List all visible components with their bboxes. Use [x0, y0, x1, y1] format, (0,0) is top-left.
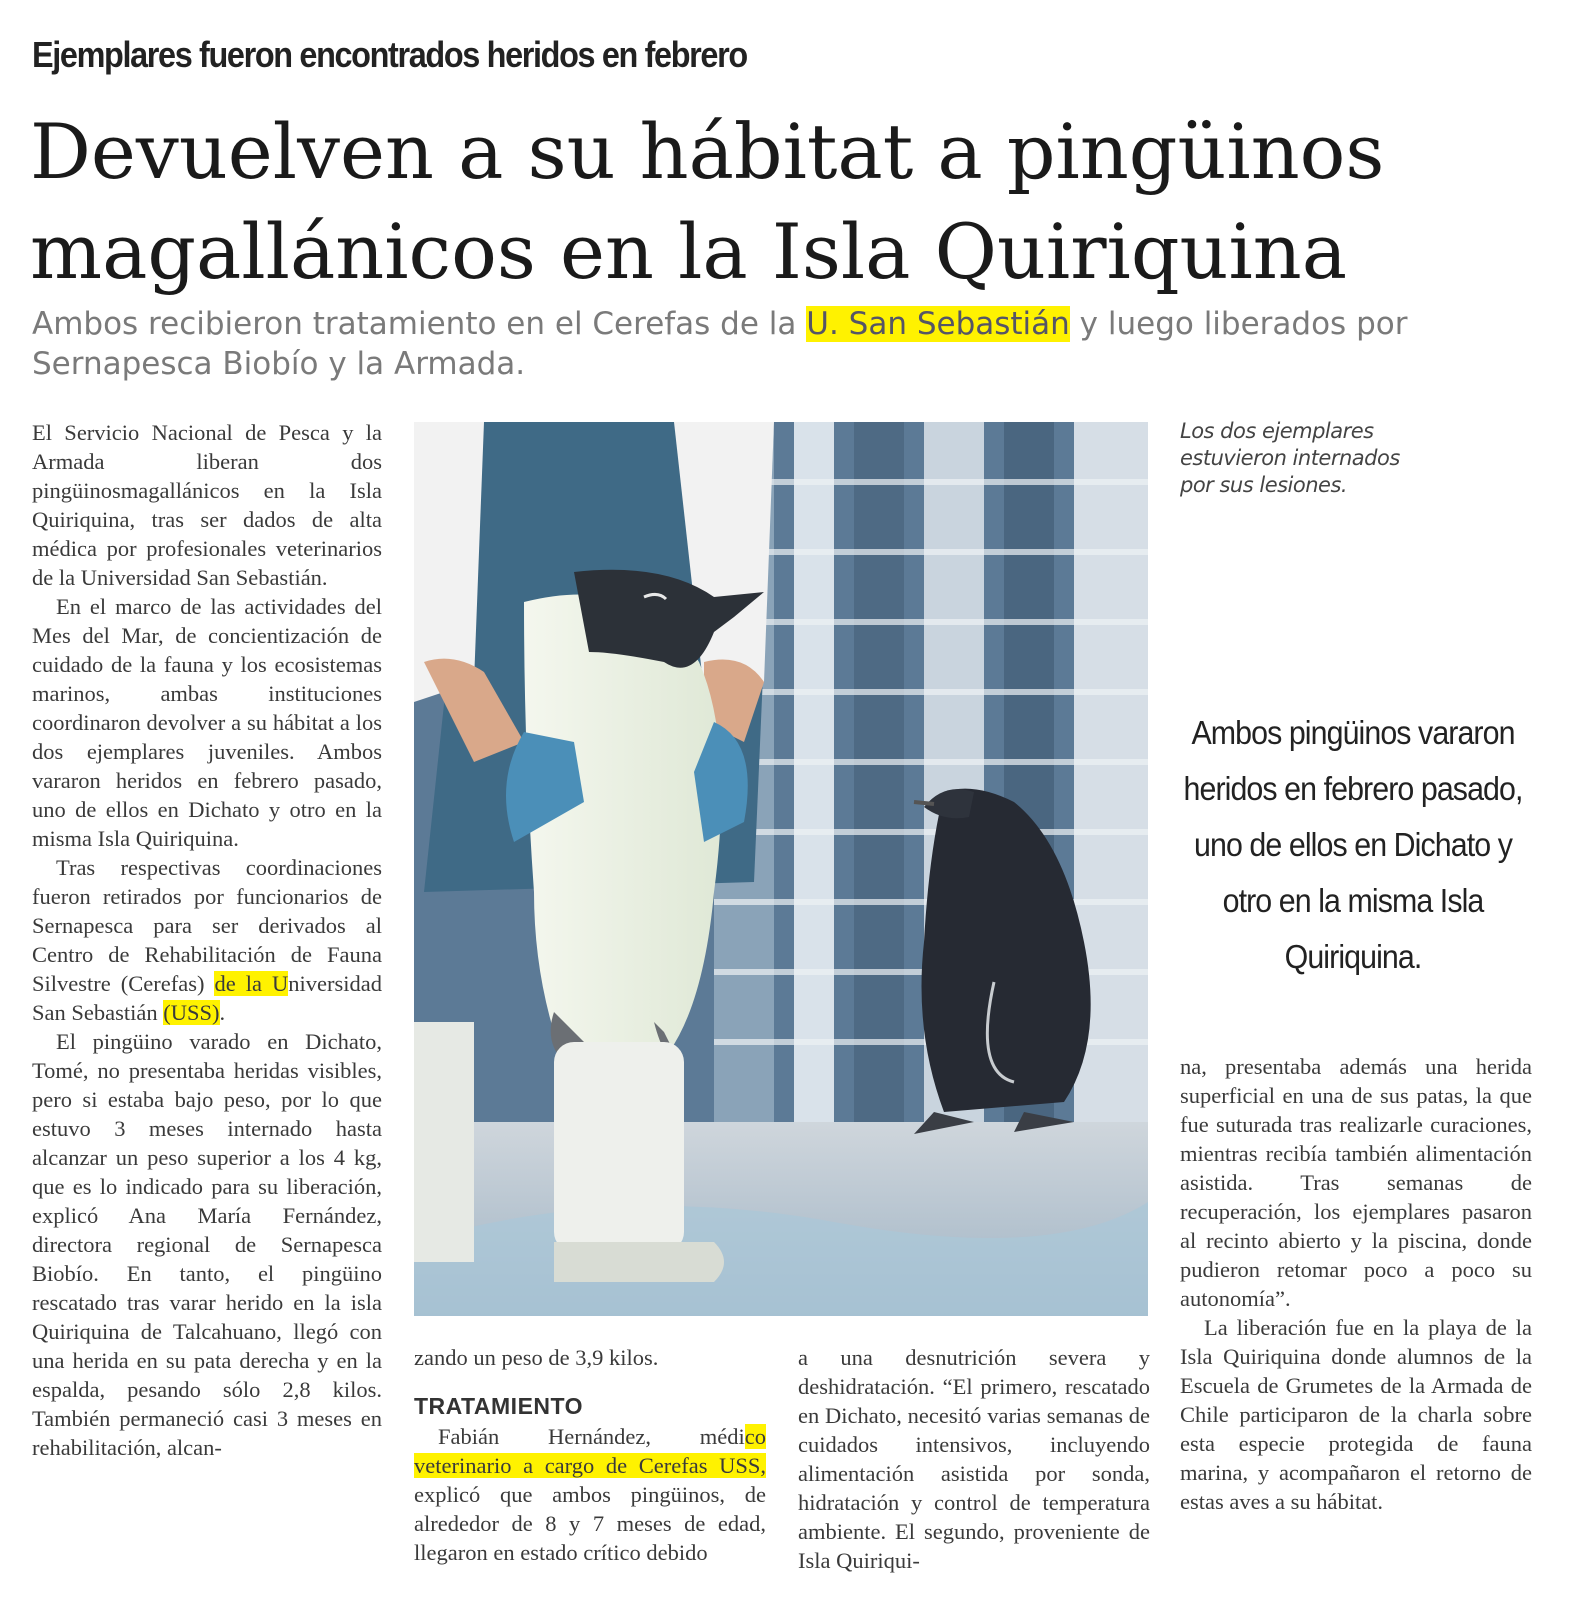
paragraph-text: .	[219, 1000, 226, 1025]
paragraph: na, presentaba además una herida superficial en una de sus patas, la que fue suturada tras realizarle curaciones, mientras recibía también alimentación asistida. Tras semanas de recuperación, los ejemplares pasaron al recinto abierto y la piscina, donde pudieron retomar poco a poco su autonomía”.	[1180, 1054, 1532, 1311]
headline-line-1: Devuelven a su hábitat a pingüinos	[30, 107, 1385, 196]
paragraph	[414, 1422, 766, 1567]
white-boot	[554, 1042, 684, 1252]
deck-text-end: y luego liberados por Sernapesca Biobío y la Armada.	[32, 306, 1408, 382]
paragraph	[32, 853, 382, 1027]
headline-line-2: magallánicos en la Isla Quiriquina	[30, 207, 1348, 296]
deck-highlight: U. San Sebastián	[806, 306, 1070, 342]
paragraph-text: niversidad San Sebastián	[32, 971, 382, 1025]
paragraph: zando un peso de 3,9 kilos.	[414, 1345, 659, 1370]
deck	[32, 304, 1532, 384]
highlight: (USS)	[163, 1000, 220, 1025]
paragraph: El pingüino varado en Dichato, Tomé, no presentaba heridas visibles, pero si estaba bajo peso, por lo que estuvo 3 meses internado hasta alcanzar un peso superior a los 4 kg, que es lo indicado para su liberación, explicó Ana María Fernández, directora regional de Sernapesca Biobío. En tanto, el pingüino rescatado tras varar herido en la isla Quiriquina de Talcahuano, llegó con una herida en su pata derecha y en la espalda, pesando sólo 2,8 kilos. También permaneció casi 3 meses en rehabilitación, alcan-	[32, 1029, 382, 1460]
paragraph: El Servicio Nacional de Pesca y la Armada liberan dos pingüinosmagallánicos en la Isla Quiriquina, tras ser dados de alta médica por profesionales veterinarios de la Universidad San Sebastián.	[32, 420, 382, 590]
headline	[30, 102, 1490, 302]
photo-caption: Los dos ejemplares estuvieron internados por sus lesiones.	[1180, 419, 1400, 497]
paragraph-text: Tras respectivas coordinaciones fueron retirados por funcionarios de Sernapesca para ser derivados al Centro de Rehabilitación de Fauna Silvestre (Cerefas)	[32, 855, 382, 996]
deck-text-start: Ambos recibieron tratamiento en el Cerefas de la	[32, 306, 807, 342]
highlight: de la U	[214, 971, 289, 996]
article-column-2	[414, 1343, 766, 1567]
paragraph: a una desnutrición severa y deshidratación. “El primero, rescatado en Dichato, necesitó varias semanas de cuidados intensivos, incluyendo alimentación asistida por sonda, hidratación y control de temperatura ambiente. El segundo, proveniente de Isla Quiriqui-	[798, 1345, 1150, 1573]
penguin-illustration	[414, 422, 1148, 1316]
article-column-3	[798, 1343, 1150, 1575]
highlight: co veterinario a cargo de Cerefas USS,	[414, 1424, 766, 1478]
section-subhead: TRATAMIENTO	[414, 1393, 584, 1419]
paragraph: En el marco de las actividades del Mes del Mar, de concientización de cuidado de la fauna y los ecosistemas marinos, ambas instituciones coordinaron devolver a su hábitat a los dos ejemplares juveniles. Ambos vararon heridos en febrero pasado, uno de ellos en Dichato y otro en la misma Isla Quiriquina.	[32, 594, 382, 851]
paragraph-text: Fabián Hernández, médi	[438, 1424, 745, 1449]
penguin-photo	[414, 422, 1148, 1316]
article-column-1	[32, 418, 382, 1462]
penguin-held-body	[524, 595, 721, 1063]
paragraph: La liberación fue en la playa de la Isla Quiriquina donde alumnos de la Escuela de Grumetes de la Armada de Chile participaron de la charla sobre esta especie protegida de fauna marina, y acompañaron el retorno de estas aves a su hábitat.	[1180, 1315, 1532, 1514]
kicker: Ejemplares fueron encontrados heridos en febrero	[32, 34, 747, 75]
article-column-4	[1180, 1052, 1532, 1516]
paragraph-text: explicó que ambos pingüinos, de alrededor de 8 y 7 meses de edad, llegaron en estado crítico debido	[414, 1482, 766, 1565]
pull-quote: Ambos pingüinos vararon heridos en febrero pasado, uno de ellos en Dichato y otro en la misma Isla Quiriquina.	[1183, 714, 1523, 975]
